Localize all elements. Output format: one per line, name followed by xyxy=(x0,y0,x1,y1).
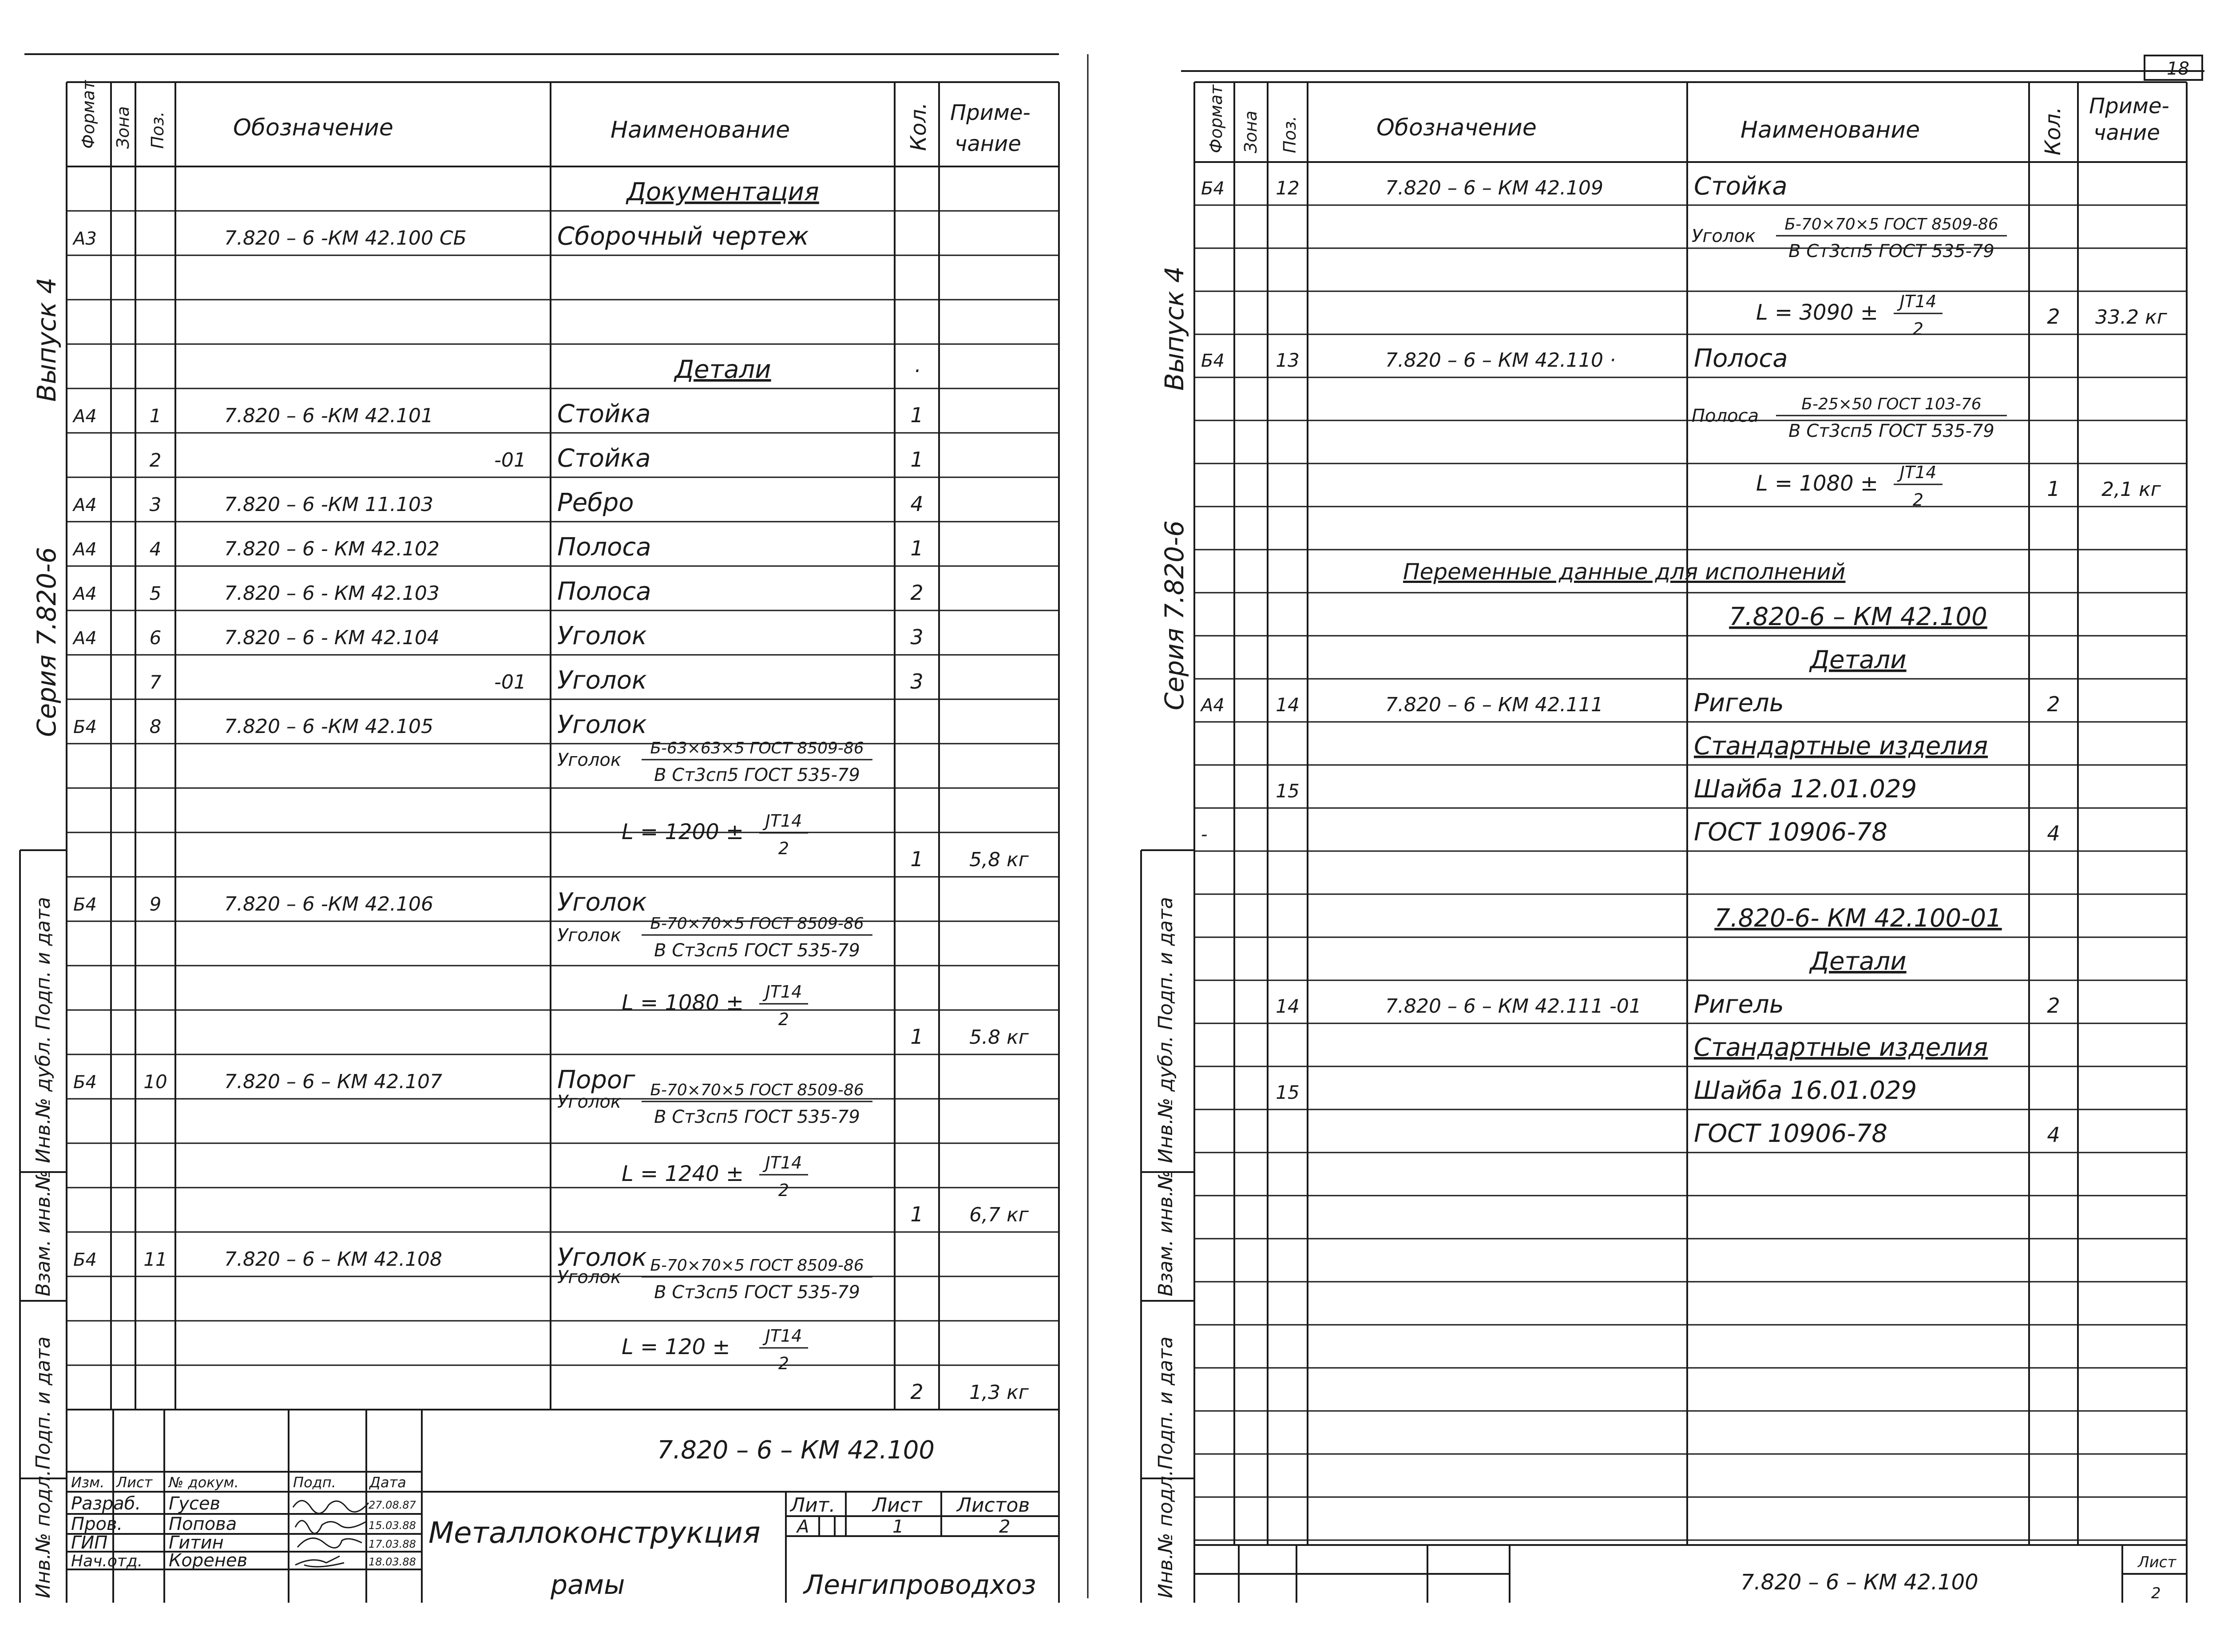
person-name: Гусев xyxy=(169,1494,221,1514)
right-side-stamp xyxy=(1154,266,1189,1598)
header-note-1: Приме- xyxy=(2089,94,2169,119)
cell-name: Стойка xyxy=(557,444,651,473)
cell-qty: 2 xyxy=(910,1380,924,1404)
fraction-top: Б-63×63×5 ГОСТ 8509-86 xyxy=(650,739,864,757)
cell-note: 6,7 кг xyxy=(969,1204,1029,1226)
cell-qty: 4 xyxy=(2047,821,2060,845)
cell-designation: 7.820 – 6 – КМ 42.111 xyxy=(1385,693,1604,716)
fraction-bottom: 2 xyxy=(778,1354,789,1373)
cell-name: Полоса xyxy=(557,533,651,562)
cell-name: Стандартные изделия xyxy=(1694,1033,1988,1062)
cell-qty: 1 xyxy=(910,1202,924,1226)
fraction-prefix: L = 1240 ± xyxy=(622,1161,744,1186)
cell-name: Стойка xyxy=(1694,172,1788,201)
cell-pos: 6 xyxy=(149,627,162,649)
header-name: Наименование xyxy=(1740,117,1920,143)
drawing-title-line-2: рамы xyxy=(551,1569,625,1600)
cell-qty: 2 xyxy=(2047,994,2060,1018)
fraction-top: Б-25×50 ГОСТ 103-76 xyxy=(1801,395,1982,413)
title-block-code: 7.820 – 6 – КМ 42.100 xyxy=(657,1436,935,1465)
cell-name: Стойка xyxy=(557,400,651,428)
fraction-top: JT14 xyxy=(765,1326,802,1346)
cell-designation: 7.820 – 6 -КМ 42.106 xyxy=(224,893,433,915)
cell-pos: 5 xyxy=(149,582,162,604)
lit-label: Лит. xyxy=(790,1494,836,1517)
fraction-top: Б-70×70×5 ГОСТ 8509-86 xyxy=(650,1081,864,1099)
cell-pos: 14 xyxy=(1276,694,1300,716)
cell-format: Б4 xyxy=(73,1250,97,1270)
sheets-value: 2 xyxy=(999,1517,1011,1537)
cell-format: А4 xyxy=(73,584,97,604)
right-stamp-code: 7.820 – 6 – КМ 42.100 xyxy=(1740,1570,1978,1595)
cell-name: Документация xyxy=(626,178,819,206)
fraction-prefix: Полоса xyxy=(1692,406,1759,426)
stamp-seria: Серия 7.820-6 xyxy=(1159,520,1189,710)
cell-designation: 7.820 – 6 – КМ 42.107 xyxy=(224,1070,443,1093)
stamp-inv-podl: Инв.№ подл. xyxy=(1154,1470,1177,1598)
cell-pos: 15 xyxy=(1276,780,1300,802)
person-date: 18.03.88 xyxy=(369,1556,416,1568)
cell-qty: 2 xyxy=(910,581,924,605)
cell-qty: 3 xyxy=(910,670,924,693)
stamp-vzam-inv: Взам. инв.№ xyxy=(32,1170,55,1296)
fraction-top: Б-70×70×5 ГОСТ 8509-86 xyxy=(650,1256,864,1275)
cell-format: А4 xyxy=(73,495,97,515)
stamp-inv-dubl: Инв.№ дубл. xyxy=(1154,1035,1177,1163)
fraction-top: Б-70×70×5 ГОСТ 8509-86 xyxy=(650,915,864,933)
header-note-1: Приме- xyxy=(950,100,1031,125)
cell-name: Детали xyxy=(1810,646,1907,674)
cell-pos: 13 xyxy=(1276,349,1300,371)
signature-scribble xyxy=(293,1501,369,1513)
cell-designation: 7.820 – 6 – КМ 42.108 xyxy=(224,1248,443,1271)
fraction-bottom: В Ст3сп5 ГОСТ 535-79 xyxy=(1788,241,1994,261)
cell-designation: 7.820 – 6 -КМ 42.101 xyxy=(224,404,433,427)
cell-designation: 7.820 – 6 -КМ 42.100 СБ xyxy=(224,227,467,250)
cell-name: Стандартные изделия xyxy=(1694,732,1988,761)
left-table-header xyxy=(79,79,1031,156)
cell-name: Уголок xyxy=(557,622,647,650)
fraction-bottom: 2 xyxy=(778,839,789,858)
organization: Ленгипроводхоз xyxy=(804,1569,1036,1600)
cell-format: Б4 xyxy=(1201,351,1225,371)
person-name: Гитин xyxy=(169,1533,224,1553)
cell-pos: 3 xyxy=(149,494,162,515)
cell-designation: 7.820 – 6 – КМ 42.111 -01 xyxy=(1385,995,1641,1018)
cell-designation: -01 xyxy=(494,671,526,693)
header-qty: Кол. xyxy=(2041,107,2065,155)
cell-name: Уголок xyxy=(557,1243,647,1272)
person-role: ГИП xyxy=(71,1533,108,1553)
cell-qty: 1 xyxy=(2047,477,2060,501)
cell-pos: 4 xyxy=(149,538,162,560)
cell-pos: 1 xyxy=(149,405,162,427)
cell-name: Детали xyxy=(1810,947,1907,976)
fraction-prefix: Уголок xyxy=(557,925,622,946)
cell-qty: 1 xyxy=(910,448,924,471)
left-spec-rows xyxy=(67,178,1059,1410)
col-date: Дата xyxy=(369,1474,406,1491)
fraction-prefix: Уголок xyxy=(1692,226,1756,246)
cell-qty: 1 xyxy=(910,1025,924,1049)
right-stamp-sheet-value: 2 xyxy=(2151,1585,2161,1602)
cell-pos: 11 xyxy=(143,1248,167,1270)
cell-qty: 1 xyxy=(910,847,924,871)
cell-qty: 1 xyxy=(910,536,924,560)
stamp-seria: Серия 7.820-6 xyxy=(32,547,62,737)
person-role: Разраб. xyxy=(71,1494,141,1514)
fraction-prefix: Уголок xyxy=(557,1267,622,1288)
stamp-podp-data-2: Подп. и дата xyxy=(1154,1336,1177,1470)
header-zone: Зона xyxy=(113,106,133,149)
cell-qty: 1 xyxy=(910,403,924,427)
fraction-bottom: В Ст3сп5 ГОСТ 535-79 xyxy=(654,940,860,961)
cell-designation: -01 xyxy=(494,449,526,471)
stamp-inv-dubl: Инв.№ дубл. xyxy=(32,1035,55,1163)
cell-note: 33.2 кг xyxy=(2095,306,2167,329)
lit-value: А xyxy=(797,1517,809,1537)
cell-format: Б4 xyxy=(73,717,97,737)
signature-scribble xyxy=(295,1556,344,1567)
sheets-label: Листов xyxy=(957,1494,1030,1517)
stamp-vypusk: Выпуск 4 xyxy=(1159,266,1189,391)
cell-name: Шайба 12.01.029 xyxy=(1694,775,1917,804)
cell-designation: 7.820 – 6 - КМ 42.103 xyxy=(224,582,440,605)
fraction-bottom: 2 xyxy=(1912,319,1924,339)
cell-pos: 10 xyxy=(143,1071,167,1093)
fraction-top: JT14 xyxy=(765,1153,802,1173)
person-date: 17.03.88 xyxy=(369,1538,416,1550)
fraction-top: Б-70×70×5 ГОСТ 8509-86 xyxy=(1784,215,1998,234)
cell-name: 7.820-6- КМ 42.100-01 xyxy=(1714,904,2002,933)
fraction-bottom: В Ст3сп5 ГОСТ 535-79 xyxy=(1788,421,1994,441)
fraction-top: JT14 xyxy=(1899,292,1937,311)
fraction-top: JT14 xyxy=(765,982,802,1002)
cell-designation: 7.820 – 6 – КМ 42.110 · xyxy=(1385,349,1616,372)
fraction-bottom: В Ст3сп5 ГОСТ 535-79 xyxy=(654,1282,860,1303)
cell-designation: 7.820 – 6 -КМ 42.105 xyxy=(224,715,433,738)
signature-scribble xyxy=(297,1538,362,1548)
fraction-bottom: 2 xyxy=(778,1181,789,1200)
cell-format: А3 xyxy=(73,229,97,249)
cell-name: 7.820-6 – КМ 42.100 xyxy=(1729,602,1987,631)
stamp-podp-data: Подп. и дата xyxy=(1154,897,1177,1030)
header-note-2: чание xyxy=(955,131,1021,156)
fraction-bottom: 2 xyxy=(1912,490,1924,510)
col-izm: Изм. xyxy=(71,1474,105,1491)
right-bottom-stamp xyxy=(1740,1553,2176,1602)
header-format: Формат xyxy=(1206,84,1226,153)
cell-name: Уголок xyxy=(557,666,647,695)
fraction-top: JT14 xyxy=(765,811,802,831)
fraction-bottom: 2 xyxy=(778,1010,789,1029)
cell-name: Шайба 16.01.029 xyxy=(1694,1076,1917,1105)
cell-qty: 3 xyxy=(910,625,924,649)
person-role: Нач.отд. xyxy=(71,1552,143,1570)
cell-format: А4 xyxy=(73,539,97,560)
title-block xyxy=(71,1436,1036,1600)
cell-designation: 7.820 – 6 - КМ 42.104 xyxy=(224,626,440,649)
cell-pos: 9 xyxy=(149,893,162,915)
fraction-prefix: L = 1080 ± xyxy=(1756,471,1879,496)
fraction-top: JT14 xyxy=(1899,463,1937,482)
cell-qty: · xyxy=(913,359,920,383)
cell-name: Полоса xyxy=(1694,344,1788,373)
header-designation: Обозначение xyxy=(233,115,393,141)
cell-name: Ригель xyxy=(1694,689,1784,717)
cell-name: Порог xyxy=(557,1066,635,1094)
cell-pos: 12 xyxy=(1276,177,1300,199)
cell-qty: 4 xyxy=(2047,1123,2060,1147)
stamp-podp-data-2: Подп. и дата xyxy=(32,1336,55,1470)
fraction-bottom: В Ст3сп5 ГОСТ 535-79 xyxy=(654,765,860,785)
col-doc: № докум. xyxy=(169,1474,239,1491)
fraction-prefix: L = 1200 ± xyxy=(622,820,744,844)
right-spec-rows xyxy=(1194,172,2187,1540)
cell-format: Б4 xyxy=(73,1072,97,1093)
sheet-value: 1 xyxy=(892,1517,904,1537)
cell-format: Б4 xyxy=(1201,178,1225,199)
cell-pos: 7 xyxy=(149,671,162,693)
cell-note: 5.8 кг xyxy=(969,1026,1029,1049)
cell-format: Б4 xyxy=(73,895,97,915)
header-name: Наименование xyxy=(610,117,790,143)
fraction-prefix: Уголок xyxy=(557,1092,622,1112)
person-name: Коренев xyxy=(169,1550,248,1571)
cell-designation: 7.820 – 6 – КМ 42.109 xyxy=(1385,177,1604,199)
person-date: 27.08.87 xyxy=(369,1499,416,1511)
cell-name: Уголок xyxy=(557,888,647,917)
cell-name: Сборочный чертеж xyxy=(557,222,809,251)
left-side-stamp xyxy=(32,277,62,1598)
cell-designation: 7.820 – 6 - КМ 42.102 xyxy=(224,538,440,560)
stamp-vypusk: Выпуск 4 xyxy=(32,277,62,402)
fraction-prefix: L = 120 ± xyxy=(622,1335,730,1359)
cell-note: 2,1 кг xyxy=(2101,478,2161,501)
fraction-prefix: L = 3090 ± xyxy=(1756,300,1879,325)
fraction-prefix: Уголок xyxy=(557,750,622,770)
cell-pos: 14 xyxy=(1276,995,1300,1017)
cell-qty: 2 xyxy=(2047,692,2060,716)
fraction-prefix: L = 1080 ± xyxy=(622,990,744,1015)
cell-format: А4 xyxy=(73,406,97,427)
right-stamp-sheet-label: Лист xyxy=(2138,1553,2176,1571)
cell-qty: 2 xyxy=(2047,305,2060,329)
header-qty: Кол. xyxy=(906,102,931,151)
cell-designation: 7.820 – 6 -КМ 11.103 xyxy=(224,493,433,516)
cell-format: А4 xyxy=(1201,695,1225,716)
stamp-podp-data: Подп. и дата xyxy=(32,897,55,1030)
stamp-vzam-inv: Взам. инв.№ xyxy=(1154,1170,1177,1296)
header-pos: Поз. xyxy=(1280,115,1300,153)
left-fraction-entries xyxy=(557,739,872,1373)
fraction-bottom: В Ст3сп5 ГОСТ 535-79 xyxy=(654,1107,860,1127)
header-pos: Поз. xyxy=(148,111,167,149)
cell-format: - xyxy=(1201,824,1208,845)
header-format: Формат xyxy=(79,80,98,149)
variable-data-header: Переменные данные для исполнений xyxy=(1403,559,1846,585)
header-zone: Зона xyxy=(1241,111,1261,153)
stamp-inv-podl: Инв.№ подл. xyxy=(32,1470,55,1598)
cell-name: Уголок xyxy=(557,710,647,739)
person-date: 15.03.88 xyxy=(369,1519,416,1532)
sheet-label: Лист xyxy=(872,1494,922,1517)
cell-note: 5,8 кг xyxy=(969,848,1029,871)
cell-name: Детали xyxy=(674,355,771,384)
col-list: Лист xyxy=(116,1474,153,1491)
cell-name: Ребро xyxy=(557,488,634,517)
header-note-2: чание xyxy=(2093,120,2160,145)
cell-name: ГОСТ 10906-78 xyxy=(1694,818,1887,847)
col-podp: Подп. xyxy=(293,1474,336,1491)
drawing-title-line-1: Металлоконструкция xyxy=(428,1516,761,1550)
cell-format: А4 xyxy=(73,628,97,649)
cell-pos: 15 xyxy=(1276,1082,1300,1103)
cell-note: 1,3 кг xyxy=(969,1381,1029,1404)
cell-pos: 2 xyxy=(149,449,162,471)
signature-scribble xyxy=(295,1521,366,1533)
cell-name: Полоса xyxy=(557,577,651,606)
header-designation: Обозначение xyxy=(1376,115,1537,141)
cell-qty: 4 xyxy=(910,492,924,516)
person-name: Попова xyxy=(169,1514,237,1534)
cell-name: Ригель xyxy=(1694,990,1784,1019)
cell-name: ГОСТ 10906-78 xyxy=(1694,1119,1887,1148)
cell-pos: 8 xyxy=(149,716,162,737)
person-role: Пров. xyxy=(71,1514,123,1534)
sheet-number: 18 xyxy=(2167,59,2189,79)
